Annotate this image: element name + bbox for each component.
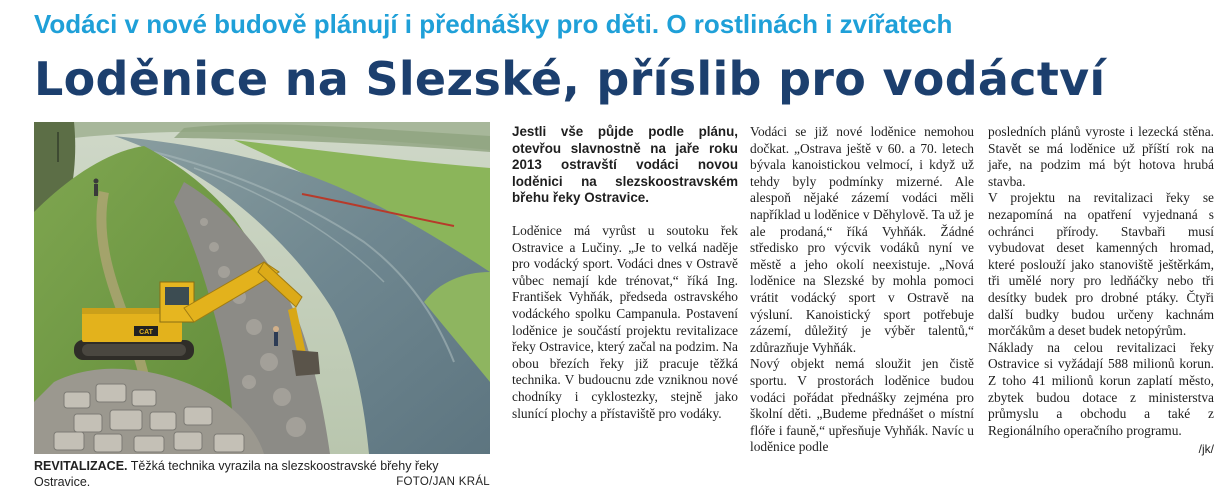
caption-text: Těžká technika vyrazila na slezskoostravské břehy řeky Ostravice.: [34, 459, 439, 489]
column-2-paragraph-2: Nový objekt nemá sloužit jen čistě sportu. V prostorách loděnice budou vodáci pořádat přednášky zejména pro školní děti. „Budeme přednášet o místní flóře i fauně,“ upřesňuje Vyhňák. Navíc u loděnice podle: [750, 356, 974, 455]
article-column-3: [988, 124, 1214, 458]
article-kicker: Vodáci v nové budově plánují i přednášky pro děti. O rostlinách i zvířatech: [34, 9, 953, 39]
article-column-2: [750, 124, 974, 456]
column-3-paragraph-2: V projektu na revitalizaci řeky se nezapomíná na opatření vyjednaná s ochránci přírody. Stavbaři musí vybudovat deset kamenných hromad, které poslouží jako stanoviště ještěrkám, tři umělé nory pro ledňáčky nebo tři desítky budek pro drobné ptáky. Čtyři další budky budou určeny kachnám morčákům a deset budek netopýrům.: [988, 190, 1214, 339]
article-column-1: [512, 124, 738, 422]
photo-credit: FOTO/JAN KRÁL: [396, 476, 490, 488]
excavator-brand: CAT: [139, 329, 153, 336]
article-headline: Loděnice na Slezské, příslib pro vodáctví: [34, 52, 1106, 106]
column-3-paragraph-3: Náklady na celou revitalizaci řeky Ostravice si vyžádají 588 milionů korun. Z toho 41 milionů korun zaplatí město, zbytek budou dotace z ministerstva průmyslu a obchodu a také z Regionálního operačního programu.: [988, 339, 1214, 438]
author-signature: /jk/: [1198, 442, 1214, 457]
photo-caption: [34, 458, 490, 490]
article-lead: Jestli vše půjde podle plánu, otevřou slavnostně na jaře roku 2013 ostravští vodáci novou loděnici na slezskoostravském břehu řeky Ostravice.: [512, 124, 738, 206]
caption-title: REVITALIZACE.: [34, 459, 128, 473]
column-2-paragraph-1: Vodáci se již nové loděnice nemohou dočkat. „Ostrava ještě v 60. a 70. letech bývala kanoistickou velmocí, i když už tehdy byly podmínky mizerné. Ale alespoň nějaké zázemí vodáci měli například u loděnice v Děhylově. Ta už je ale prodaná,“ říká Vyhňák. Žádné středisko pro výcvik vodáků nyní ve městě a jeho okolí neexistuje. „Nová loděnice na Slezské by mohla pomoci vrátit vodácký sport v Ostravě na výsluní. Kanoistický sport potřebuje zázemí, důležitý je výběr talentů,“ zdůrazňuje Vyhňák.: [750, 124, 974, 355]
column-3-paragraph-1: posledních plánů vyroste i lezecká stěna. Stavět se má loděnice už příští rok na jaře, na podzim má být hotova hrubá stavba.: [988, 124, 1214, 189]
article-photo: [34, 122, 490, 454]
column-1-paragraph: Loděnice má vyrůst u soutoku řek Ostravice a Lučiny. „Je to velká naděje pro vodácký sport. Vodáci dnes v Ostravě vůbec nemají kde trénovat,“ říká Ing. František Vyhňák, předseda ostravského vodáckého spolku Campanula. Postavení loděnice je součástí projektu revitalizace řeky Ostravice, který začal na podzim. Na obou březích řeky již pracuje těžká technika. V budoucnu zde vzniknou nové chodníky i cyklostezky, stejně jako slunící plochy a přístaviště pro vodáky.: [512, 222, 738, 421]
